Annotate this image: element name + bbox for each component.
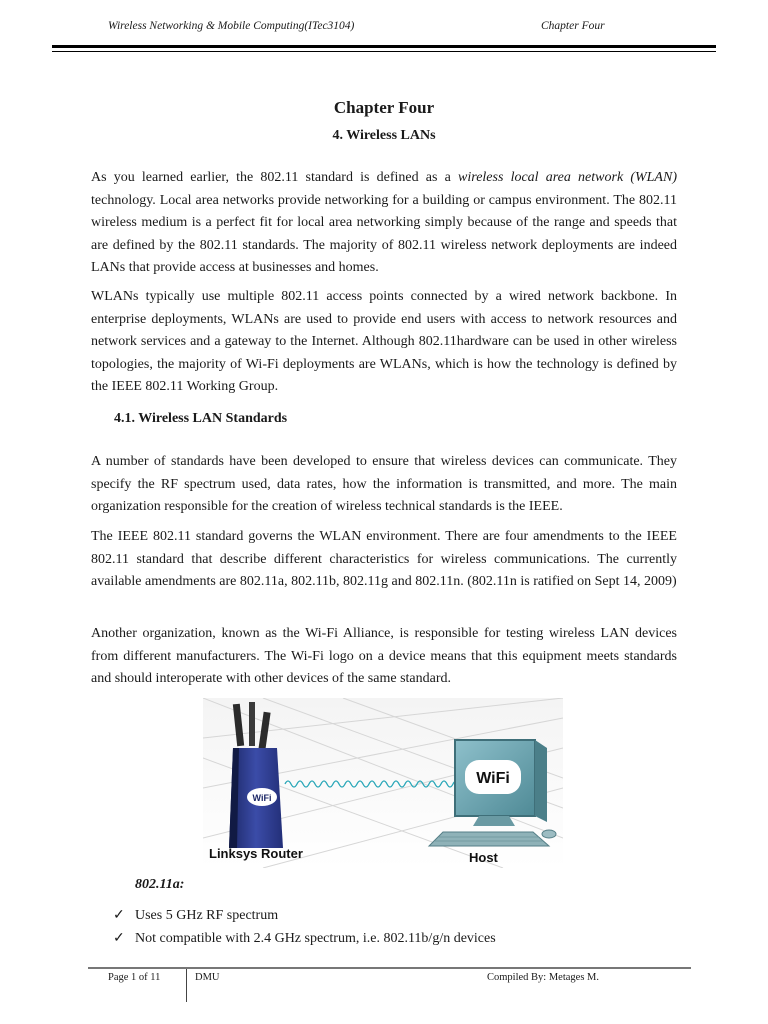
section-heading: 4.1. Wireless LAN Standards bbox=[114, 411, 288, 426]
header-rule-thick bbox=[52, 45, 716, 48]
intro-text-after: technology. Local area networks provide networking for a building or campus environment. The 802.11 wireless medium is a perfect fit for local area networking simply because of the range and speeds that are defined by the 802.11 standards. The majority of 802.11 wireless network deployments are indeed LANs that provide access at businesses and homes. bbox=[91, 192, 677, 275]
list-item-text: Uses 5 GHz RF spectrum bbox=[135, 908, 279, 923]
paragraph-ieee: The IEEE 802.11 standard governs the WLAN environment. There are four amendments to the IEEE 802.11 standard that describe different characteristics for wireless communications. The currently available amendments are 802.11a, 802.11b, 802.11g and 802.11n. (802.11n is ratified on Sept 14, 2009) bbox=[91, 529, 677, 589]
paragraph-wifi-alliance: Another organization, known as the Wi-Fi Alliance, is responsible for testing wireless LAN devices from different manufacturers. The Wi-Fi logo on a device means that this equipment meets standards and should interoperate with other devices of the same standard. bbox=[91, 626, 677, 686]
host-label: Host bbox=[469, 850, 498, 865]
check-mark-icon: ✓ bbox=[113, 908, 125, 923]
header-chapter: Chapter Four bbox=[541, 20, 605, 32]
intro-emphasis: wireless local area network (WLAN) bbox=[458, 170, 677, 185]
header-rule-thin bbox=[52, 51, 716, 52]
footer-page-number: Page 1 of 11 bbox=[108, 972, 161, 983]
page-title: Chapter Four bbox=[333, 98, 435, 117]
router-label: Linksys Router bbox=[209, 846, 303, 861]
list-item-text: Not compatible with 2.4 GHz spectrum, i.e. 802.11b/g/n devices bbox=[135, 931, 496, 946]
check-mark-icon: ✓ bbox=[113, 931, 125, 946]
paragraph-standards: A number of standards have been developed to ensure that wireless devices can communicate. They specify the RF spectrum used, data rates, how the information is transmitted, and more. The main organization responsible for the creation of wireless technical standards is the IEEE. bbox=[91, 454, 677, 514]
footer-organization: DMU bbox=[195, 972, 220, 983]
intro-paragraph bbox=[91, 167, 677, 280]
list-item bbox=[113, 927, 496, 950]
chapter-subtitle: 4. Wireless LANs bbox=[332, 128, 436, 143]
subsection-heading: 802.11a: bbox=[135, 877, 185, 892]
router-host-figure bbox=[203, 698, 563, 868]
footer-rule bbox=[88, 967, 691, 969]
paragraph-wlan-backbone: WLANs typically use multiple 802.11 access points connected by a wired network backbone. In enterprise deployments, WLANs are used to provide end users with access to network resources and network services and a gateway to the Internet. Although 802.11hardware can be used in other wireless topologies, the majority of Wi-Fi deployments are WLANs, which is how the technology is defined by the IEEE 802.11 Working Group. bbox=[91, 289, 677, 394]
footer-compiled-by: Compiled By: Metages M. bbox=[487, 972, 599, 983]
footer-divider bbox=[186, 969, 187, 1002]
svg-text:WiFi: WiFi bbox=[476, 770, 510, 787]
header-course: Wireless Networking & Mobile Computing(ITec3104) bbox=[108, 20, 355, 32]
list-item bbox=[113, 904, 496, 927]
feature-list bbox=[113, 904, 496, 950]
intro-text-before: As you learned earlier, the 802.11 standard is defined as a bbox=[91, 170, 459, 185]
svg-text:WiFi: WiFi bbox=[252, 793, 272, 803]
router-host-illustration bbox=[203, 698, 563, 868]
